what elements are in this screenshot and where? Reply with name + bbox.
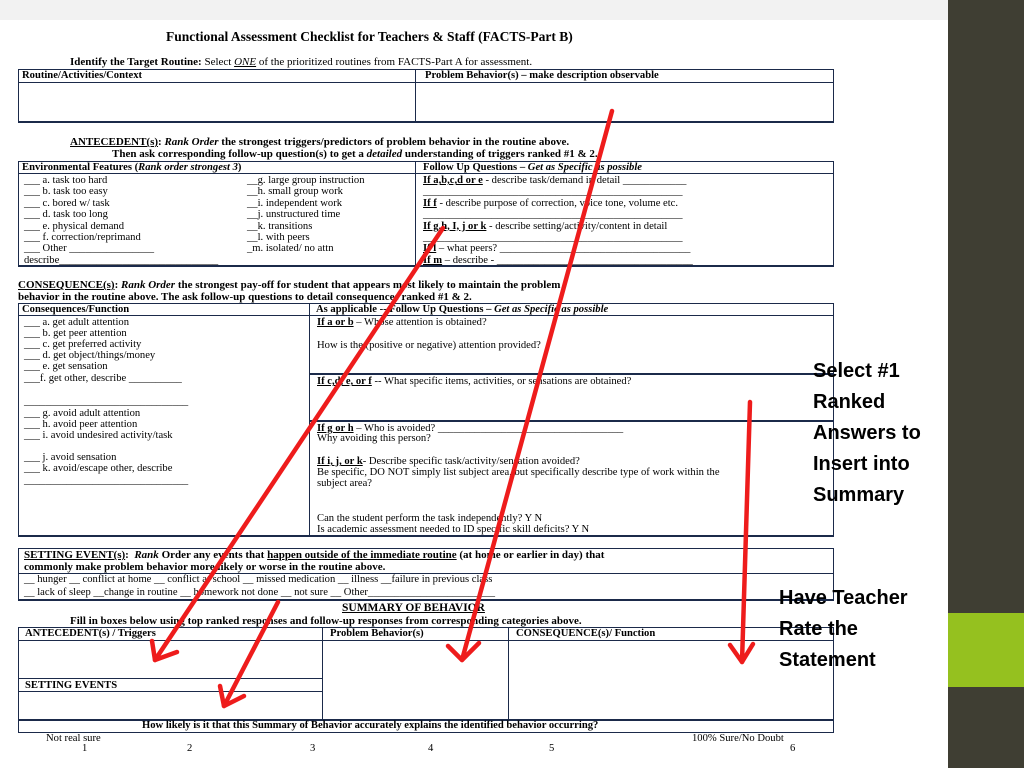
callout-line: Ranked xyxy=(813,391,886,413)
antecedent-rest: the strongest triggers/predictors of problem behavior in the routine above. xyxy=(221,136,570,148)
env-header-b: ) xyxy=(237,162,242,173)
antecedent-option: __j. unstructured time xyxy=(247,209,341,221)
setting-rest-b: (at home or earlier in day) that xyxy=(459,549,605,561)
follow-up-text: _________________________________________________ xyxy=(423,232,683,243)
follow-up-text: _________________________________________________ xyxy=(423,209,683,221)
identify-one: ONE xyxy=(234,56,257,68)
consequence-line1 xyxy=(18,279,560,291)
q-cdef-rest: -- What specific items, activities, or sensations are obtained? xyxy=(371,376,632,387)
follow-up-question xyxy=(423,186,683,198)
antecedent-option: __g. large group instruction xyxy=(247,175,365,186)
consequence-right-header-b: Get as Specific as possible xyxy=(494,304,609,315)
q-can: Can the student perform the task independently? Y N xyxy=(317,513,543,524)
q-ab2: How is the (positive or negative) attention provided? xyxy=(317,340,541,351)
scale-option[interactable]: 6 xyxy=(790,743,796,754)
follow-up-lead: If l xyxy=(423,243,437,255)
antecedent-option: ___ d. task too long xyxy=(24,209,108,221)
problem-input[interactable] xyxy=(417,84,832,120)
q-cdef-lead: If c,d, e, or f xyxy=(317,376,372,387)
antecedent-rank: Rank Order xyxy=(164,136,219,148)
follow-up-text: - describe purpose of correction, voice tone, volume etc. xyxy=(436,197,679,209)
consequence-option: _______________________________ xyxy=(24,475,189,486)
identify-post: of the prioritized routines from FACTS-Part A for assessment. xyxy=(258,56,533,68)
antecedent-option: ___ c. bored w/ task xyxy=(24,197,110,209)
q-ab-rest: – Whose attention is obtained? xyxy=(353,317,487,328)
identify-pre: Select xyxy=(204,56,232,68)
scale-option[interactable]: 4 xyxy=(428,743,434,754)
q-cdef xyxy=(317,376,631,388)
q-gh2: Why avoiding this person? xyxy=(317,433,431,444)
q-ab-lead: If a or b xyxy=(317,317,354,328)
q-gh-rest: – Who is avoided? ___________________________________ xyxy=(353,423,624,434)
setting-row2: __ lack of sleep __change in routine __ homework not done __ not sure __ Other________________________ xyxy=(24,587,496,598)
setting-label: SETTING EVENT(s) xyxy=(24,549,126,561)
antecedent-label: ANTECEDENT(s) xyxy=(70,136,159,148)
callout-line: Insert into xyxy=(813,453,910,475)
callout-line: Summary xyxy=(813,484,905,506)
q-ijk-lead: If i, j, or k xyxy=(317,456,363,467)
summary-problem-header: Problem Behavior(s) xyxy=(330,628,424,639)
follow-up-question xyxy=(423,221,667,233)
antecedent-line2-b: understanding of triggers ranked #1 & 2. xyxy=(404,148,598,160)
antecedent-option: ___ e. physical demand xyxy=(24,220,125,232)
antecedent-option: _m. isolated/ no attn xyxy=(247,243,334,255)
setting-line1 xyxy=(24,549,604,561)
summary-problem-input[interactable] xyxy=(324,642,507,718)
summary-title: SUMMARY OF BEHAVIOR xyxy=(342,602,485,614)
follow-up-question xyxy=(423,243,690,255)
follow-up-question xyxy=(423,198,678,210)
consequence-option: ___ c. get preferred activity xyxy=(24,339,142,350)
problem-header: Problem Behavior(s) – make description observable xyxy=(425,70,659,81)
setting-row1: __ hunger __ conflict at home __ conflict at school __ missed medication __ illness __failure in previous class xyxy=(24,574,493,585)
callout-line: Statement xyxy=(779,649,876,671)
env-header xyxy=(22,162,241,174)
setting-rest-u: happen outside of the immediate routine xyxy=(267,549,457,561)
callout-line: Select #1 xyxy=(813,360,900,382)
consequence-option: ___ i. avoid undesired activity/task xyxy=(24,430,173,441)
q-acad: Is academic assessment needed to ID specific skill deficits? Y N xyxy=(317,524,590,535)
antecedent-option: __k. transitions xyxy=(247,220,313,232)
callout-line: Answers to xyxy=(813,422,921,444)
q-ab xyxy=(317,317,487,329)
summary-consequence-header: CONSEQUENCE(s)/ Function xyxy=(516,628,656,639)
setting-rank: Rank xyxy=(134,549,159,561)
antecedent-line1 xyxy=(70,136,569,148)
consequence-option: ___ g. avoid adult attention xyxy=(24,408,141,419)
consequence-option: ___ h. avoid peer attention xyxy=(24,419,138,430)
antecedent-line2-a: Then ask corresponding follow-up question(s) to get a xyxy=(112,148,364,160)
setting-line2: commonly make problem behavior more likely or worse in the routine above. xyxy=(24,561,386,573)
q-ijk2: Be specific, DO NOT simply list subject area, but specifically describe type of work within the xyxy=(317,467,720,478)
follow-up-question xyxy=(423,175,686,187)
setting-colon: : xyxy=(125,549,129,561)
antecedent-option: describe______________________________ xyxy=(24,254,219,266)
follow-up-question xyxy=(423,255,693,267)
follow-up-lead: If m xyxy=(423,254,443,266)
facts-form xyxy=(14,22,854,768)
identify-line xyxy=(70,56,532,68)
identify-label: Identify the Target Routine: xyxy=(70,56,202,68)
q-ijk-rest: - Describe specific task/activity/sensation avoided? xyxy=(362,456,580,467)
antecedent-detailed: detailed xyxy=(366,148,403,160)
env-header-rank: Rank order strongest 3 xyxy=(138,162,238,173)
summary-antecedent-input[interactable] xyxy=(20,642,321,677)
scale-high-label: 100% Sure/No Doubt xyxy=(692,733,784,744)
summary-setting-header: SETTING EVENTS xyxy=(25,680,118,691)
antecedent-option: ___ Other ________________ xyxy=(24,243,155,255)
consequence-rest: the strongest pay-off for student that appears most likely to maintain the problem xyxy=(177,279,561,291)
consequence-option: ___ e. get sensation xyxy=(24,361,108,372)
routine-input[interactable] xyxy=(20,84,414,120)
follow-up-text: _________________________________________________ xyxy=(423,186,683,198)
env-header-a: Environmental Features ( xyxy=(22,162,139,173)
antecedent-option: ___ b. task too easy xyxy=(24,186,108,198)
consequence-rank: Rank Order xyxy=(121,279,176,291)
follow-header-a: Follow Up Questions – xyxy=(423,162,526,173)
top-strip xyxy=(0,0,948,20)
consequence-left-header: Consequences/Function xyxy=(22,304,130,315)
callout-select-ranked xyxy=(813,356,921,511)
scale-option[interactable]: 2 xyxy=(187,743,193,754)
follow-up-lead: If g,h, I, j or k xyxy=(423,220,487,232)
q-ijk3: subject area? xyxy=(317,478,372,489)
consequence-option: ___ b. get peer attention xyxy=(24,328,127,339)
follow-up-text: - describe setting/activity/content in detail xyxy=(486,220,668,232)
routine-header: Routine/Activities/Context xyxy=(22,70,143,81)
setting-rest-a: Order any events that xyxy=(161,549,265,561)
follow-up-question xyxy=(423,232,683,244)
consequence-option: ___ d. get object/things/money xyxy=(24,350,156,361)
follow-up-text: – describe - _____________________________________ xyxy=(442,254,693,266)
consequence-label: CONSEQUENCE(s) xyxy=(18,279,115,291)
consequence-option: ___f. get other, describe __________ xyxy=(24,373,182,384)
consequence-option: _______________________________ xyxy=(24,396,189,407)
follow-up-text: - describe task/demand in detail ____________ xyxy=(482,175,687,186)
sidebar-accent xyxy=(948,613,1024,687)
follow-header-b: Get as Specific as possible xyxy=(527,162,642,173)
antecedent-option: ___ f. correction/reprimand xyxy=(24,232,141,243)
follow-up-text: – what peers? ____________________________________ xyxy=(436,243,691,255)
consequence-option: ___ k. avoid/escape other, describe xyxy=(24,463,173,474)
callout-teacher-rate xyxy=(779,583,908,676)
q-gh-lead: If g or h xyxy=(317,423,354,434)
follow-up-lead: If a,b,c,d or e xyxy=(423,175,483,186)
scale-option[interactable]: 3 xyxy=(310,743,316,754)
antecedent-line2 xyxy=(112,148,598,160)
antecedent-colon: : xyxy=(158,136,162,148)
antecedent-option: __i. independent work xyxy=(247,197,343,209)
summary-instructions: Fill in boxes below using top ranked responses and follow-up responses from corresponding categories above. xyxy=(70,615,582,627)
follow-header xyxy=(423,162,642,174)
consequence-right-header-a: As applicable -- Follow Up Questions – xyxy=(316,304,492,315)
consequence-colon: : xyxy=(114,279,119,291)
follow-up-question xyxy=(423,209,683,221)
antecedent-option: __l. with peers xyxy=(247,232,310,243)
callout-line: Have Teacher xyxy=(779,587,908,609)
consequence-line2: behavior in the routine above. The ask follow-up questions to detail consequences ranked #1 & 2. xyxy=(18,291,472,303)
antecedent-option: __h. small group work xyxy=(247,186,343,198)
follow-up-lead: If f xyxy=(423,197,437,209)
scale-low-label: Not real sure xyxy=(46,733,101,744)
summary-antecedent-header: ANTECEDENT(s) / Triggers xyxy=(25,628,156,639)
consequence-right-header xyxy=(316,304,608,316)
summary-setting-input[interactable] xyxy=(20,693,321,718)
scale-option[interactable]: 1 xyxy=(82,743,88,754)
consequence-option: ___ j. avoid sensation xyxy=(24,452,117,463)
callout-line: Rate the xyxy=(779,618,858,640)
consequence-option: ___ a. get adult attention xyxy=(24,317,130,328)
scale-option[interactable]: 5 xyxy=(549,743,555,754)
likelihood-question: How likely is it that this Summary of Behavior accurately explains the identified behavior occurring? xyxy=(142,720,599,731)
form-title: Functional Assessment Checklist for Teachers & Staff (FACTS-Part B) xyxy=(166,29,573,44)
antecedent-option: ___ a. task too hard xyxy=(24,175,108,186)
